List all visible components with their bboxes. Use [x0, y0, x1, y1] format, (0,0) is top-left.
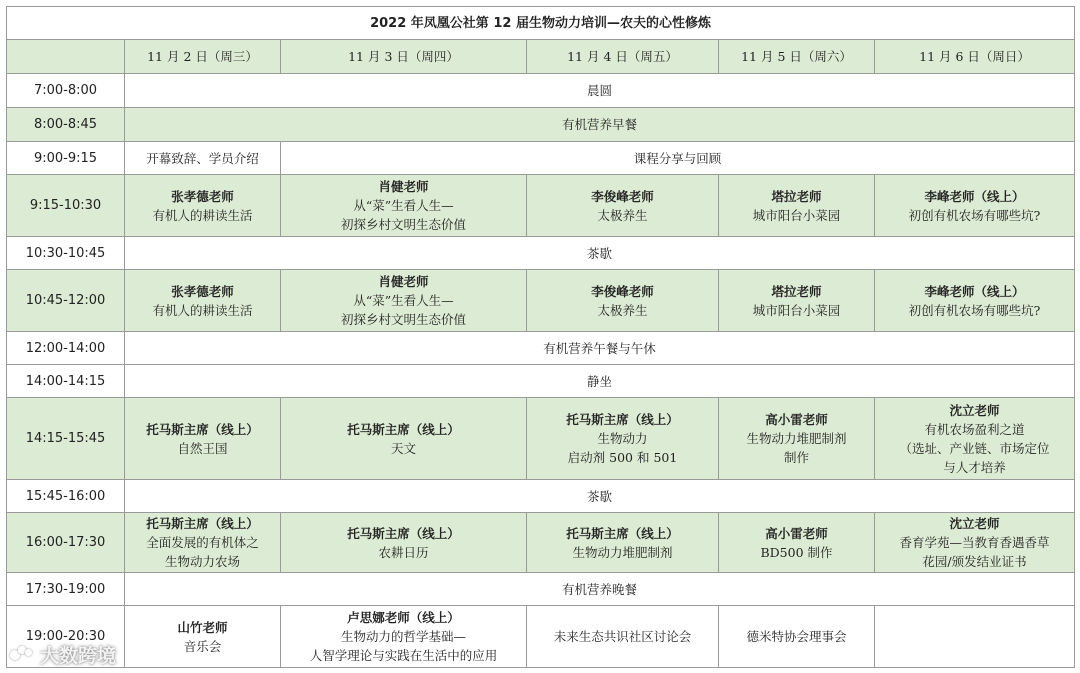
- session-topic-line: 有机人的耕读生活: [152, 207, 253, 223]
- time-slot: 12:00-14:00: [7, 332, 125, 365]
- session-cell: [875, 270, 1075, 332]
- time-slot: 16:00-17:30: [7, 513, 125, 573]
- session-topic-line: 生物动力堆肥制剂: [572, 544, 673, 560]
- session-topic-line: 太极养生: [597, 207, 648, 223]
- schedule-row: [7, 270, 1075, 332]
- session-topic-line: （选址、产业链、市场定位: [899, 440, 1050, 456]
- schedule-row: [7, 573, 1075, 606]
- schedule-row: [7, 108, 1075, 142]
- session-topic-line: 香育学苑—当教育香遇香草: [899, 535, 1050, 550]
- session-topic-line: 人智学理论与实践在生活中的应用: [309, 648, 498, 663]
- schedule-row: [7, 142, 1075, 175]
- session-teacher: 卢思娜老师（线上）: [347, 610, 460, 625]
- session-cell: [125, 606, 281, 668]
- session-cell: [527, 513, 719, 573]
- schedule-row: [7, 606, 1075, 668]
- session-topic-line: 初创有机农场有哪些坑?: [908, 302, 1041, 318]
- time-slot: 14:15-15:45: [7, 398, 125, 480]
- session-topic-line: 初创有机农场有哪些坑?: [908, 207, 1041, 223]
- session-cell: [281, 270, 527, 332]
- session-teacher: 托马斯主席（线上）: [146, 421, 259, 437]
- session-cell: [281, 606, 527, 668]
- session-topic-line: 未来生态共识社区讨论会: [553, 629, 692, 644]
- session-teacher: 肖健老师: [378, 274, 429, 289]
- session-topic-line: 全面发展的有机体之: [146, 535, 259, 550]
- time-slot: 10:30-10:45: [7, 237, 125, 270]
- session-topic-line: 有机农场盈利之道: [924, 421, 1025, 437]
- session-teacher: 托马斯主席（线上）: [347, 421, 460, 437]
- session-topic-line: 太极养生: [597, 302, 648, 318]
- session-teacher: 张孝德老师: [171, 283, 234, 299]
- session-topic-line: 有机人的耕读生活: [152, 302, 253, 318]
- day-header: 11 月 3 日（周四）: [281, 40, 527, 74]
- session-cell: [875, 606, 1075, 668]
- session-topic-line: 启动剂 500 和 501: [567, 450, 678, 465]
- session-teacher: 沈立老师: [949, 516, 1000, 531]
- span-activity: 有机营养早餐: [125, 108, 1075, 142]
- session-topic-line: 生物动力堆肥制剂: [746, 431, 847, 446]
- session-topic-line: BD500 制作: [760, 544, 833, 560]
- time-slot: 9:15-10:30: [7, 175, 125, 237]
- session-cell: [527, 175, 719, 237]
- session-cell: [875, 513, 1075, 573]
- session-cell: [527, 606, 719, 668]
- session-topic-line: 自然王国: [177, 440, 228, 456]
- schedule-row: [7, 332, 1075, 365]
- session-cell: [281, 513, 527, 573]
- session-cell: [281, 175, 527, 237]
- session-teacher: 张孝德老师: [171, 188, 234, 204]
- span-activity: 有机营养午餐与午休: [125, 332, 1075, 365]
- session-teacher: 塔拉老师: [771, 283, 822, 299]
- session-teacher: 高小雷老师: [765, 412, 828, 427]
- session-teacher: 沈立老师: [949, 402, 1000, 418]
- session-teacher: 李峰老师（线上）: [924, 188, 1025, 204]
- time-slot: 8:00-8:45: [7, 108, 125, 142]
- session-cell: [719, 175, 875, 237]
- day-header: 11 月 4 日（周五）: [527, 40, 719, 74]
- span-activity: 静坐: [125, 365, 1075, 398]
- session-cell: [719, 513, 875, 573]
- time-slot: 15:45-16:00: [7, 480, 125, 513]
- span-activity: 有机营养晚餐: [125, 573, 1075, 606]
- session-topic-line: 天文: [390, 440, 416, 456]
- session-topic-line: 生物动力: [597, 431, 648, 446]
- schedule-row: [7, 365, 1075, 398]
- session-teacher: 李峰老师（线上）: [924, 283, 1025, 299]
- session-teacher: 托马斯主席（线上）: [146, 516, 259, 531]
- session-cell: [125, 513, 281, 573]
- schedule-row: [7, 175, 1075, 237]
- session-teacher: 托马斯主席（线上）: [566, 412, 679, 427]
- session-topic-line: 制作: [783, 450, 809, 465]
- schedule-row: [7, 74, 1075, 108]
- time-slot: 14:00-14:15: [7, 365, 125, 398]
- session-topic-line: 生物动力农场: [164, 554, 240, 569]
- session-topic-line: 初探乡村文明生态价值: [340, 312, 466, 327]
- session-topic-line: 花园/颁发结业证书: [922, 554, 1027, 569]
- schedule-row: [7, 480, 1075, 513]
- session-cell: [719, 270, 875, 332]
- session-cell: [125, 270, 281, 332]
- session-cell: [875, 175, 1075, 237]
- session-topic-line: 城市阳台小菜园: [752, 302, 841, 318]
- session-cell: 开幕致辞、学员介绍: [125, 142, 281, 175]
- session-teacher: 托马斯主席（线上）: [347, 525, 460, 541]
- watermark-logo-icon: [10, 646, 36, 664]
- table-title: 2022 年凤凰公社第 12 届生物动力培训—农夫的心性修炼: [7, 7, 1075, 40]
- time-slot: 7:00-8:00: [7, 74, 125, 108]
- session-cell: [719, 398, 875, 480]
- watermark-text: 大数跨境: [40, 645, 117, 667]
- session-topic-line: 德米特协会理事会: [746, 629, 847, 644]
- session-teacher: 李俊峰老师: [591, 283, 654, 299]
- session-topic-line: 农耕日历: [378, 544, 429, 560]
- session-topic-line: 城市阳台小菜园: [752, 207, 841, 223]
- session-cell: [875, 398, 1075, 480]
- span-activity: 茶歇: [125, 237, 1075, 270]
- session-teacher: 肖健老师: [378, 179, 429, 194]
- time-slot: 19:00-20:30: [7, 606, 125, 668]
- schedule-row: [7, 513, 1075, 573]
- day-header: 11 月 2 日（周三）: [125, 40, 281, 74]
- session-cell: [125, 175, 281, 237]
- span-activity: 茶歇: [125, 480, 1075, 513]
- schedule-row: [7, 398, 1075, 480]
- time-slot: 10:45-12:00: [7, 270, 125, 332]
- day-header: 11 月 6 日（周日）: [875, 40, 1075, 74]
- day-header: 11 月 5 日（周六）: [719, 40, 875, 74]
- time-slot: 9:00-9:15: [7, 142, 125, 175]
- session-teacher: 李俊峰老师: [591, 188, 654, 204]
- session-teacher: 高小雷老师: [765, 525, 828, 541]
- session-topic-line: 从“菜”生看人生—: [353, 293, 454, 308]
- session-topic-line: 生物动力的哲学基础—: [340, 629, 466, 644]
- session-teacher: 塔拉老师: [771, 188, 822, 204]
- session-teacher: 托马斯主席（线上）: [566, 525, 679, 541]
- watermark: [10, 641, 116, 668]
- schedule-wrapper: [6, 6, 1074, 668]
- session-topic-line: 初探乡村文明生态价值: [340, 217, 466, 232]
- session-cell: [281, 398, 527, 480]
- schedule-table: [6, 6, 1075, 668]
- schedule-row: [7, 237, 1075, 270]
- session-topic-line: 从“菜”生看人生—: [353, 198, 454, 213]
- session-cell: [125, 398, 281, 480]
- span-activity: 晨圆: [125, 74, 1075, 108]
- session-cell: [527, 398, 719, 480]
- session-teacher: 山竹老师: [177, 619, 228, 635]
- corner-cell: [7, 40, 125, 74]
- session-cell: [527, 270, 719, 332]
- session-topic-line: 与人才培养: [943, 459, 1006, 475]
- session-cell: [719, 606, 875, 668]
- span-activity: 课程分享与回顾: [281, 142, 1075, 175]
- date-header-row: [7, 40, 1075, 74]
- session-topic-line: 音乐会: [183, 638, 222, 654]
- time-slot: 17:30-19:00: [7, 573, 125, 606]
